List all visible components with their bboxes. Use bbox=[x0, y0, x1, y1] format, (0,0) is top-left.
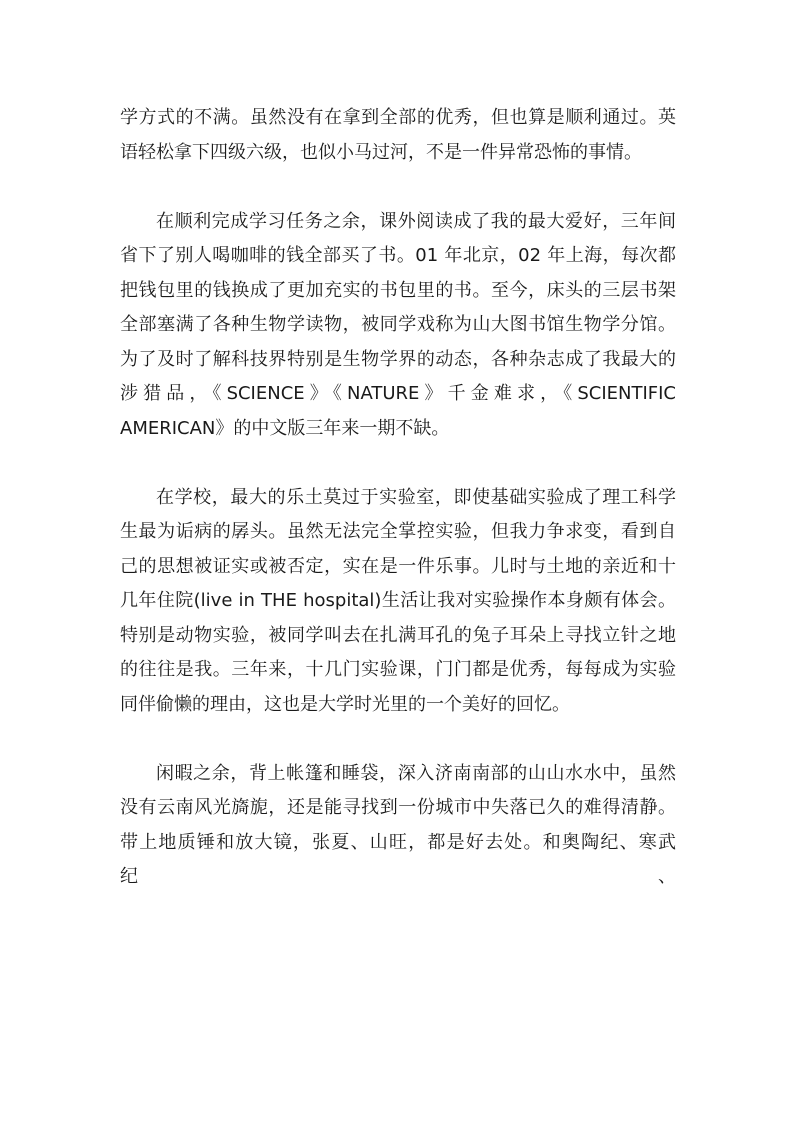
paragraph-line: AMERICAN》的中文版三年来一期不缺。 bbox=[120, 417, 450, 439]
paragraph-line: 生最为诟病的孱头。虽然无法完全掌控实验，但我力争求变，看到自 bbox=[120, 521, 676, 542]
paragraph-line: 同伴偷懒的理由，这也是大学时光里的一个美好的回忆。 bbox=[120, 693, 570, 715]
paragraph-line: 全部塞满了各种生物学读物，被同学戏称为山大图书馆生物学分馆。 bbox=[120, 314, 676, 335]
document-page bbox=[120, 101, 676, 887]
paragraph-line: 闲暇之余，背上帐篷和睡袋，深入济南南部的山山水水中，虽然 bbox=[156, 762, 676, 784]
paragraph-line: 己的思想被证实或被否定，实在是一件乐事。儿时与土地的亲近和十 bbox=[120, 555, 676, 577]
paragraph-line: 带上地质锤和放大镜，张夏、山旺，都是好去处。和奥陶纪、寒武纪、 bbox=[120, 831, 676, 887]
paragraph-line: 在学校，最大的乐土莫过于实验室，即使基础实验成了理工科学 bbox=[156, 486, 676, 508]
paragraph-line: 学方式的不满。虽然没有在拿到全部的优秀，但也算是顺利通过。英 bbox=[120, 107, 676, 128]
paragraph-line: 把钱包里的钱换成了更加充实的书包里的书。至今，床头的三层书架 bbox=[120, 279, 676, 301]
paragraph-line: 特别是动物实验，被同学叫去在扎满耳孔的兔子耳朵上寻找立针之地 bbox=[120, 624, 676, 646]
paragraph-line: 涉猎品，《SCIENCE》《NATURE》千金难求，《SCIENTIFIC bbox=[120, 383, 676, 404]
paragraph-line: 的往往是我。三年来，十几门实验课，门门都是优秀，每每成为实验 bbox=[120, 659, 676, 680]
paragraph-1 bbox=[120, 101, 676, 170]
paragraph-line: 语轻松拿下四级六级，也似小马过河，不是一件异常恐怖的事情。 bbox=[120, 141, 642, 163]
paragraph-line: 在顺利完成学习任务之余，课外阅读成了我的最大爱好，三年间 bbox=[156, 210, 676, 232]
paragraph-line: 几年住院(live in THE hospital)生活让我对实验操作本身颇有体会。 bbox=[120, 590, 676, 611]
paragraph-3 bbox=[120, 481, 676, 723]
paragraph-2 bbox=[120, 205, 676, 447]
paragraph-4 bbox=[120, 757, 676, 887]
paragraph-line: 为了及时了解科技界特别是生物学界的动态，各种杂志成了我最大的 bbox=[120, 348, 676, 370]
paragraph-line: 省下了别人喝咖啡的钱全部买了书。01 年北京，02 年上海，每次都 bbox=[120, 245, 676, 266]
paragraph-line: 没有云南风光旖旎，还是能寻找到一份城市中失落已久的难得清静。 bbox=[120, 797, 676, 818]
